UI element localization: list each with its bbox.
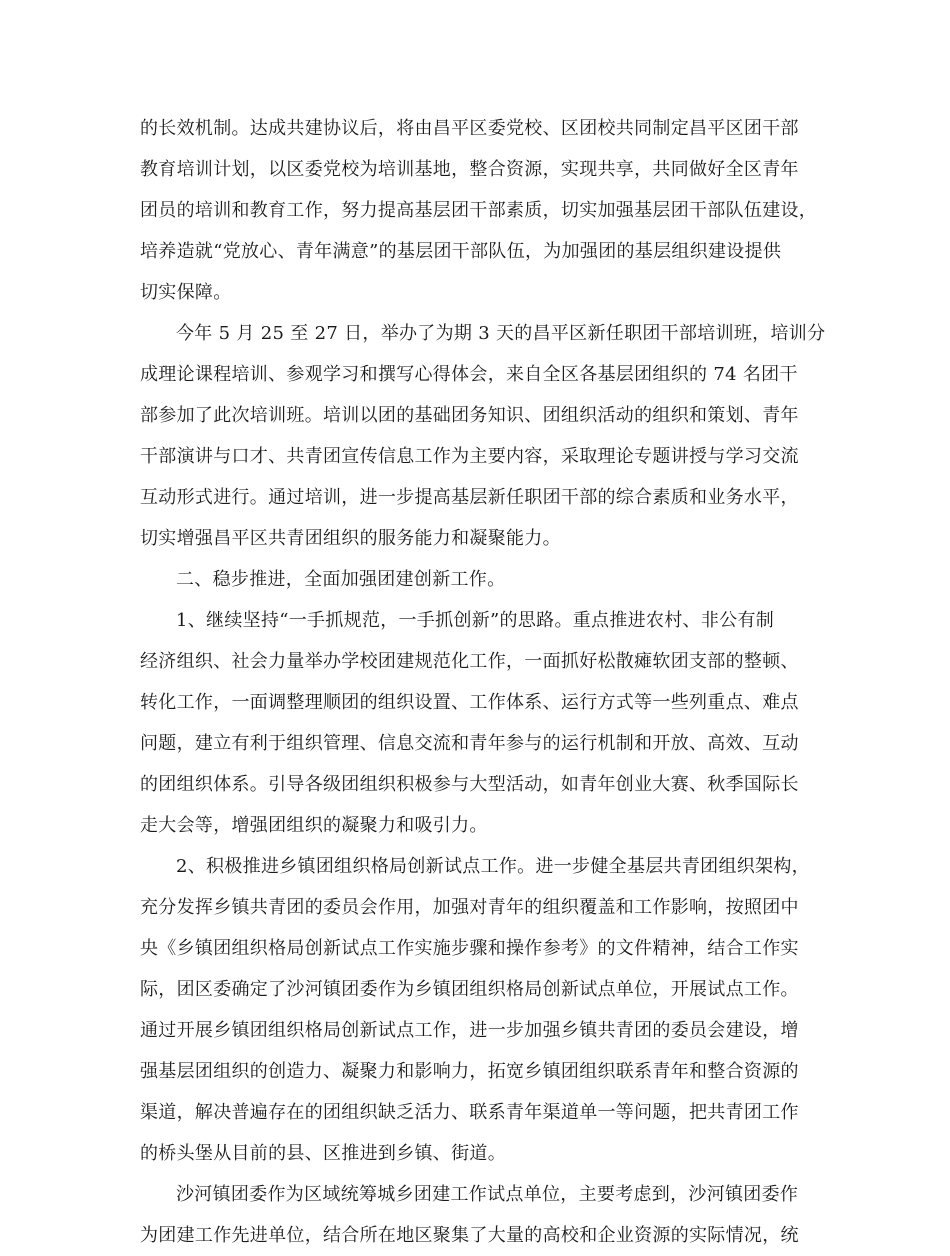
text-line: 的桥头堡从目前的县、区推进到乡镇、街道。	[140, 1143, 506, 1164]
text-line: 教育培训计划，以区委党校为培训基地，整合资源，实现共享，共同做好全区青年	[140, 159, 799, 180]
text-line: 经济组织、社会力量举办学校团建规范化工作，一面抓好松散瘫软团支部的整顿、	[140, 651, 799, 672]
text-line: 部参加了此次培训班。培训以团的基础团务知识、团组织活动的组织和策划、青年	[140, 405, 799, 426]
text-line: 切实增强昌平区共青团组织的服务能力和凝聚能力。	[140, 528, 561, 549]
text-line: 转化工作，一面调整理顺团的组织设置、工作体系、运行方式等一些列重点、难点	[140, 692, 799, 713]
paragraph-first-line: 今年 5 月 25 至 27 日，举办了为期 3 天的昌平区新任职团干部培训班，培训分	[176, 323, 826, 344]
text-line: 培养造就“党放心、青年满意”的基层团干部队伍，为加强团的基层组织建设提供	[140, 241, 782, 262]
text-line: 团员的培训和教育工作，努力提高基层团干部素质，切实加强基层团干部队伍建设，	[140, 200, 818, 221]
text-line: 充分发挥乡镇共青团的委员会作用，加强对青年的组织覆盖和工作影响，按照团中	[140, 897, 799, 918]
text-line: 的长效机制。达成共建协议后，将由昌平区委党校、区团校共同制定昌平区团干部	[140, 118, 799, 139]
text-line: 强基层团组织的创造力、凝聚力和影响力，拓宽乡镇团组织联系青年和整合资源的	[140, 1061, 799, 1082]
text-line: 为团建工作先进单位，结合所在地区聚集了大量的高校和企业资源的实际情况，统	[140, 1225, 799, 1246]
text-line: 央《乡镇团组织格局创新试点工作实施步骤和操作参考》的文件精神，结合工作实	[140, 938, 799, 959]
text-line: 渠道，解决普遍存在的团组织缺乏活力、联系青年渠道单一等问题，把共青团工作	[140, 1102, 799, 1123]
text-line: 问题，建立有利于组织管理、信息交流和青年参与的运行机制和开放、高效、互动	[140, 733, 799, 754]
text-line: 的团组织体系。引导各级团组织积极参与大型活动，如青年创业大赛、秋季国际长	[140, 774, 799, 795]
document-body	[140, 108, 826, 1256]
paragraph-first-line: 沙河镇团委作为区域统筹城乡团建工作试点单位，主要考虑到，沙河镇团委作	[176, 1184, 799, 1205]
text-line: 通过开展乡镇团组织格局创新试点工作，进一步加强乡镇共青团的委员会建设，增	[140, 1020, 799, 1041]
text-line: 互动形式进行。通过培训，进一步提高基层新任职团干部的综合素质和业务水平，	[140, 487, 799, 508]
text-line: 干部演讲与口才、共青团宣传信息工作为主要内容，采取理论专题讲授与学习交流	[140, 446, 799, 467]
paragraph-first-line: 1、继续坚持“一手抓规范，一手抓创新”的思路。重点推进农村、非公有制	[176, 610, 775, 631]
paragraph-first-line: 2、积极推进乡镇团组织格局创新试点工作。进一步健全基层共青团组织架构，	[176, 856, 810, 877]
text-line: 成理论课程培训、参观学习和撰写心得体会，来自全区各基层团组织的 74 名团干	[140, 364, 798, 385]
text-line: 走大会等，增强团组织的凝聚力和吸引力。	[140, 815, 488, 836]
text-line: 切实保障。	[140, 282, 232, 303]
text-line: 际，团区委确定了沙河镇团委作为乡镇团组织格局创新试点单位，开展试点工作。	[140, 979, 799, 1000]
section-heading: 二、稳步推进，全面加强团建创新工作。	[176, 569, 506, 590]
